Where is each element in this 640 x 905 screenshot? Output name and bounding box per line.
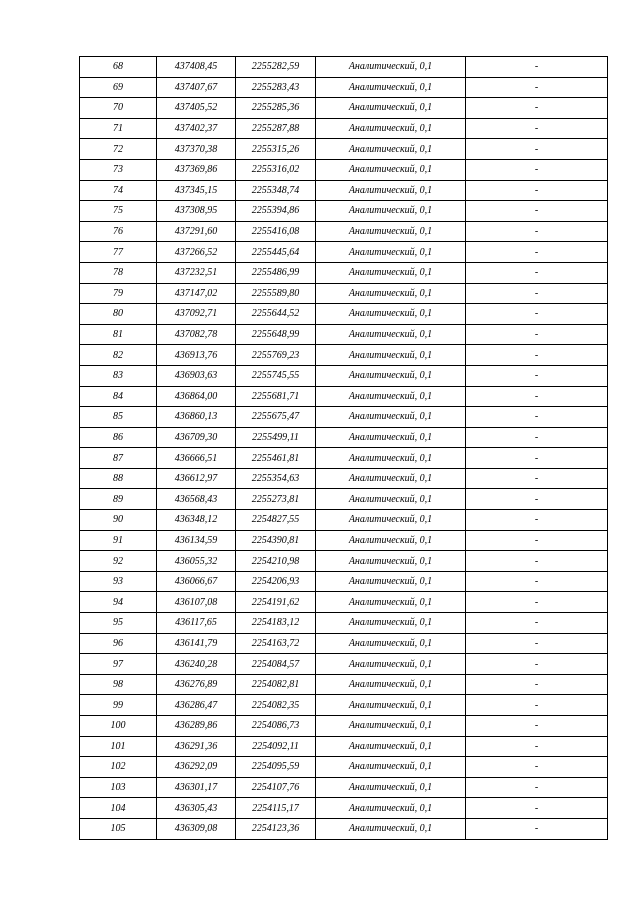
method-accuracy-cell: Аналитический, 0,1 <box>316 571 466 592</box>
x-coordinate-cell: 437345,15 <box>157 180 236 201</box>
point-number-cell: 70 <box>80 98 157 119</box>
point-number-cell: 103 <box>80 777 157 798</box>
table-row <box>80 798 608 819</box>
note-cell: - <box>466 489 608 510</box>
note-cell: - <box>466 242 608 263</box>
method-accuracy-cell: Аналитический, 0,1 <box>316 818 466 839</box>
table-row <box>80 757 608 778</box>
y-coordinate-cell: 2254123,36 <box>236 818 316 839</box>
point-number-cell: 86 <box>80 427 157 448</box>
x-coordinate-cell: 436860,13 <box>157 407 236 428</box>
y-coordinate-cell: 2255315,26 <box>236 139 316 160</box>
table-row <box>80 242 608 263</box>
point-number-cell: 72 <box>80 139 157 160</box>
note-cell: - <box>466 654 608 675</box>
y-coordinate-cell: 2254210,98 <box>236 551 316 572</box>
method-accuracy-cell: Аналитический, 0,1 <box>316 201 466 222</box>
note-cell: - <box>466 304 608 325</box>
method-accuracy-cell: Аналитический, 0,1 <box>316 324 466 345</box>
point-number-cell: 97 <box>80 654 157 675</box>
point-number-cell: 78 <box>80 262 157 283</box>
y-coordinate-cell: 2254082,81 <box>236 674 316 695</box>
x-coordinate-cell: 436291,36 <box>157 736 236 757</box>
method-accuracy-cell: Аналитический, 0,1 <box>316 365 466 386</box>
point-number-cell: 104 <box>80 798 157 819</box>
note-cell: - <box>466 386 608 407</box>
point-number-cell: 77 <box>80 242 157 263</box>
x-coordinate-cell: 436709,30 <box>157 427 236 448</box>
note-cell: - <box>466 551 608 572</box>
point-number-cell: 81 <box>80 324 157 345</box>
method-accuracy-cell: Аналитический, 0,1 <box>316 118 466 139</box>
y-coordinate-cell: 2255648,99 <box>236 324 316 345</box>
point-number-cell: 93 <box>80 571 157 592</box>
note-cell: - <box>466 77 608 98</box>
coordinates-table-body <box>80 57 608 840</box>
x-coordinate-cell: 436666,51 <box>157 448 236 469</box>
method-accuracy-cell: Аналитический, 0,1 <box>316 798 466 819</box>
x-coordinate-cell: 437092,71 <box>157 304 236 325</box>
point-number-cell: 80 <box>80 304 157 325</box>
note-cell: - <box>466 365 608 386</box>
note-cell: - <box>466 674 608 695</box>
note-cell: - <box>466 221 608 242</box>
table-row <box>80 777 608 798</box>
y-coordinate-cell: 2254390,81 <box>236 530 316 551</box>
method-accuracy-cell: Аналитический, 0,1 <box>316 407 466 428</box>
x-coordinate-cell: 436292,09 <box>157 757 236 778</box>
y-coordinate-cell: 2254183,12 <box>236 613 316 634</box>
point-number-cell: 96 <box>80 633 157 654</box>
y-coordinate-cell: 2254163,72 <box>236 633 316 654</box>
table-row <box>80 201 608 222</box>
note-cell: - <box>466 98 608 119</box>
table-row <box>80 551 608 572</box>
point-number-cell: 95 <box>80 613 157 634</box>
x-coordinate-cell: 436864,00 <box>157 386 236 407</box>
table-row <box>80 345 608 366</box>
point-number-cell: 68 <box>80 57 157 78</box>
y-coordinate-cell: 2255416,08 <box>236 221 316 242</box>
method-accuracy-cell: Аналитический, 0,1 <box>316 592 466 613</box>
method-accuracy-cell: Аналитический, 0,1 <box>316 242 466 263</box>
note-cell: - <box>466 530 608 551</box>
method-accuracy-cell: Аналитический, 0,1 <box>316 345 466 366</box>
table-row <box>80 613 608 634</box>
note-cell: - <box>466 468 608 489</box>
y-coordinate-cell: 2254086,73 <box>236 716 316 737</box>
method-accuracy-cell: Аналитический, 0,1 <box>316 468 466 489</box>
x-coordinate-cell: 437082,78 <box>157 324 236 345</box>
y-coordinate-cell: 2254082,35 <box>236 695 316 716</box>
table-row <box>80 98 608 119</box>
x-coordinate-cell: 436612,97 <box>157 468 236 489</box>
note-cell: - <box>466 345 608 366</box>
y-coordinate-cell: 2255282,59 <box>236 57 316 78</box>
point-number-cell: 74 <box>80 180 157 201</box>
method-accuracy-cell: Аналитический, 0,1 <box>316 633 466 654</box>
table-row <box>80 818 608 839</box>
table-row <box>80 159 608 180</box>
method-accuracy-cell: Аналитический, 0,1 <box>316 530 466 551</box>
table-row <box>80 695 608 716</box>
x-coordinate-cell: 437266,52 <box>157 242 236 263</box>
method-accuracy-cell: Аналитический, 0,1 <box>316 77 466 98</box>
note-cell: - <box>466 716 608 737</box>
y-coordinate-cell: 2255348,74 <box>236 180 316 201</box>
x-coordinate-cell: 437402,37 <box>157 118 236 139</box>
y-coordinate-cell: 2255283,43 <box>236 77 316 98</box>
y-coordinate-cell: 2255285,36 <box>236 98 316 119</box>
table-row <box>80 304 608 325</box>
point-number-cell: 85 <box>80 407 157 428</box>
method-accuracy-cell: Аналитический, 0,1 <box>316 777 466 798</box>
x-coordinate-cell: 436903,63 <box>157 365 236 386</box>
point-number-cell: 105 <box>80 818 157 839</box>
method-accuracy-cell: Аналитический, 0,1 <box>316 695 466 716</box>
note-cell: - <box>466 262 608 283</box>
y-coordinate-cell: 2255287,88 <box>236 118 316 139</box>
point-number-cell: 83 <box>80 365 157 386</box>
y-coordinate-cell: 2255354,63 <box>236 468 316 489</box>
note-cell: - <box>466 139 608 160</box>
x-coordinate-cell: 436348,12 <box>157 510 236 531</box>
table-row <box>80 139 608 160</box>
table-row <box>80 365 608 386</box>
note-cell: - <box>466 201 608 222</box>
x-coordinate-cell: 436240,28 <box>157 654 236 675</box>
point-number-cell: 73 <box>80 159 157 180</box>
method-accuracy-cell: Аналитический, 0,1 <box>316 98 466 119</box>
note-cell: - <box>466 592 608 613</box>
point-number-cell: 69 <box>80 77 157 98</box>
point-number-cell: 88 <box>80 468 157 489</box>
note-cell: - <box>466 57 608 78</box>
table-row <box>80 77 608 98</box>
x-coordinate-cell: 436301,17 <box>157 777 236 798</box>
note-cell: - <box>466 757 608 778</box>
method-accuracy-cell: Аналитический, 0,1 <box>316 386 466 407</box>
y-coordinate-cell: 2254084,57 <box>236 654 316 675</box>
x-coordinate-cell: 436117,65 <box>157 613 236 634</box>
method-accuracy-cell: Аналитический, 0,1 <box>316 283 466 304</box>
y-coordinate-cell: 2254191,62 <box>236 592 316 613</box>
point-number-cell: 76 <box>80 221 157 242</box>
point-number-cell: 84 <box>80 386 157 407</box>
x-coordinate-cell: 436913,76 <box>157 345 236 366</box>
note-cell: - <box>466 180 608 201</box>
table-row <box>80 571 608 592</box>
note-cell: - <box>466 407 608 428</box>
point-number-cell: 87 <box>80 448 157 469</box>
point-number-cell: 89 <box>80 489 157 510</box>
table-row <box>80 324 608 345</box>
y-coordinate-cell: 2255486,99 <box>236 262 316 283</box>
y-coordinate-cell: 2255769,23 <box>236 345 316 366</box>
y-coordinate-cell: 2254092,11 <box>236 736 316 757</box>
method-accuracy-cell: Аналитический, 0,1 <box>316 262 466 283</box>
note-cell: - <box>466 427 608 448</box>
y-coordinate-cell: 2255316,02 <box>236 159 316 180</box>
note-cell: - <box>466 510 608 531</box>
x-coordinate-cell: 436305,43 <box>157 798 236 819</box>
point-number-cell: 101 <box>80 736 157 757</box>
table-row <box>80 716 608 737</box>
y-coordinate-cell: 2255681,71 <box>236 386 316 407</box>
method-accuracy-cell: Аналитический, 0,1 <box>316 674 466 695</box>
note-cell: - <box>466 695 608 716</box>
note-cell: - <box>466 633 608 654</box>
note-cell: - <box>466 118 608 139</box>
table-row <box>80 468 608 489</box>
method-accuracy-cell: Аналитический, 0,1 <box>316 304 466 325</box>
method-accuracy-cell: Аналитический, 0,1 <box>316 221 466 242</box>
x-coordinate-cell: 437291,60 <box>157 221 236 242</box>
y-coordinate-cell: 2255461,81 <box>236 448 316 469</box>
point-number-cell: 102 <box>80 757 157 778</box>
x-coordinate-cell: 436568,43 <box>157 489 236 510</box>
method-accuracy-cell: Аналитический, 0,1 <box>316 551 466 572</box>
point-number-cell: 94 <box>80 592 157 613</box>
point-number-cell: 79 <box>80 283 157 304</box>
table-row <box>80 427 608 448</box>
note-cell: - <box>466 736 608 757</box>
method-accuracy-cell: Аналитический, 0,1 <box>316 180 466 201</box>
note-cell: - <box>466 818 608 839</box>
table-row <box>80 180 608 201</box>
y-coordinate-cell: 2255499,11 <box>236 427 316 448</box>
x-coordinate-cell: 437370,38 <box>157 139 236 160</box>
x-coordinate-cell: 436286,47 <box>157 695 236 716</box>
table-row <box>80 283 608 304</box>
table-row <box>80 530 608 551</box>
point-number-cell: 90 <box>80 510 157 531</box>
method-accuracy-cell: Аналитический, 0,1 <box>316 448 466 469</box>
x-coordinate-cell: 436309,08 <box>157 818 236 839</box>
table-row <box>80 407 608 428</box>
y-coordinate-cell: 2254107,76 <box>236 777 316 798</box>
x-coordinate-cell: 437308,95 <box>157 201 236 222</box>
note-cell: - <box>466 777 608 798</box>
table-row <box>80 118 608 139</box>
note-cell: - <box>466 324 608 345</box>
y-coordinate-cell: 2255745,55 <box>236 365 316 386</box>
y-coordinate-cell: 2255675,47 <box>236 407 316 428</box>
point-number-cell: 100 <box>80 716 157 737</box>
x-coordinate-cell: 437408,45 <box>157 57 236 78</box>
y-coordinate-cell: 2255589,80 <box>236 283 316 304</box>
method-accuracy-cell: Аналитический, 0,1 <box>316 510 466 531</box>
note-cell: - <box>466 159 608 180</box>
note-cell: - <box>466 448 608 469</box>
y-coordinate-cell: 2255394,86 <box>236 201 316 222</box>
method-accuracy-cell: Аналитический, 0,1 <box>316 57 466 78</box>
x-coordinate-cell: 436066,67 <box>157 571 236 592</box>
method-accuracy-cell: Аналитический, 0,1 <box>316 613 466 634</box>
x-coordinate-cell: 436134,59 <box>157 530 236 551</box>
x-coordinate-cell: 437369,86 <box>157 159 236 180</box>
y-coordinate-cell: 2255445,64 <box>236 242 316 263</box>
table-row <box>80 654 608 675</box>
y-coordinate-cell: 2255644,52 <box>236 304 316 325</box>
method-accuracy-cell: Аналитический, 0,1 <box>316 716 466 737</box>
method-accuracy-cell: Аналитический, 0,1 <box>316 139 466 160</box>
x-coordinate-cell: 437147,02 <box>157 283 236 304</box>
point-number-cell: 71 <box>80 118 157 139</box>
method-accuracy-cell: Аналитический, 0,1 <box>316 489 466 510</box>
method-accuracy-cell: Аналитический, 0,1 <box>316 427 466 448</box>
note-cell: - <box>466 613 608 634</box>
x-coordinate-cell: 436055,32 <box>157 551 236 572</box>
point-number-cell: 91 <box>80 530 157 551</box>
x-coordinate-cell: 437232,51 <box>157 262 236 283</box>
table-row <box>80 674 608 695</box>
y-coordinate-cell: 2254206,93 <box>236 571 316 592</box>
table-row <box>80 448 608 469</box>
note-cell: - <box>466 283 608 304</box>
x-coordinate-cell: 436276,89 <box>157 674 236 695</box>
x-coordinate-cell: 436107,08 <box>157 592 236 613</box>
x-coordinate-cell: 436289,86 <box>157 716 236 737</box>
table-row <box>80 386 608 407</box>
point-number-cell: 82 <box>80 345 157 366</box>
table-row <box>80 633 608 654</box>
table-row <box>80 592 608 613</box>
point-number-cell: 75 <box>80 201 157 222</box>
table-row <box>80 489 608 510</box>
y-coordinate-cell: 2254827,55 <box>236 510 316 531</box>
y-coordinate-cell: 2254095,59 <box>236 757 316 778</box>
method-accuracy-cell: Аналитический, 0,1 <box>316 757 466 778</box>
table-row <box>80 262 608 283</box>
table-row <box>80 221 608 242</box>
method-accuracy-cell: Аналитический, 0,1 <box>316 159 466 180</box>
y-coordinate-cell: 2254115,17 <box>236 798 316 819</box>
table-row <box>80 736 608 757</box>
point-number-cell: 99 <box>80 695 157 716</box>
note-cell: - <box>466 571 608 592</box>
y-coordinate-cell: 2255273,81 <box>236 489 316 510</box>
note-cell: - <box>466 798 608 819</box>
table-row <box>80 510 608 531</box>
x-coordinate-cell: 436141,79 <box>157 633 236 654</box>
coordinates-table <box>79 56 608 840</box>
x-coordinate-cell: 437407,67 <box>157 77 236 98</box>
x-coordinate-cell: 437405,52 <box>157 98 236 119</box>
method-accuracy-cell: Аналитический, 0,1 <box>316 654 466 675</box>
table-row <box>80 57 608 78</box>
point-number-cell: 92 <box>80 551 157 572</box>
point-number-cell: 98 <box>80 674 157 695</box>
method-accuracy-cell: Аналитический, 0,1 <box>316 736 466 757</box>
